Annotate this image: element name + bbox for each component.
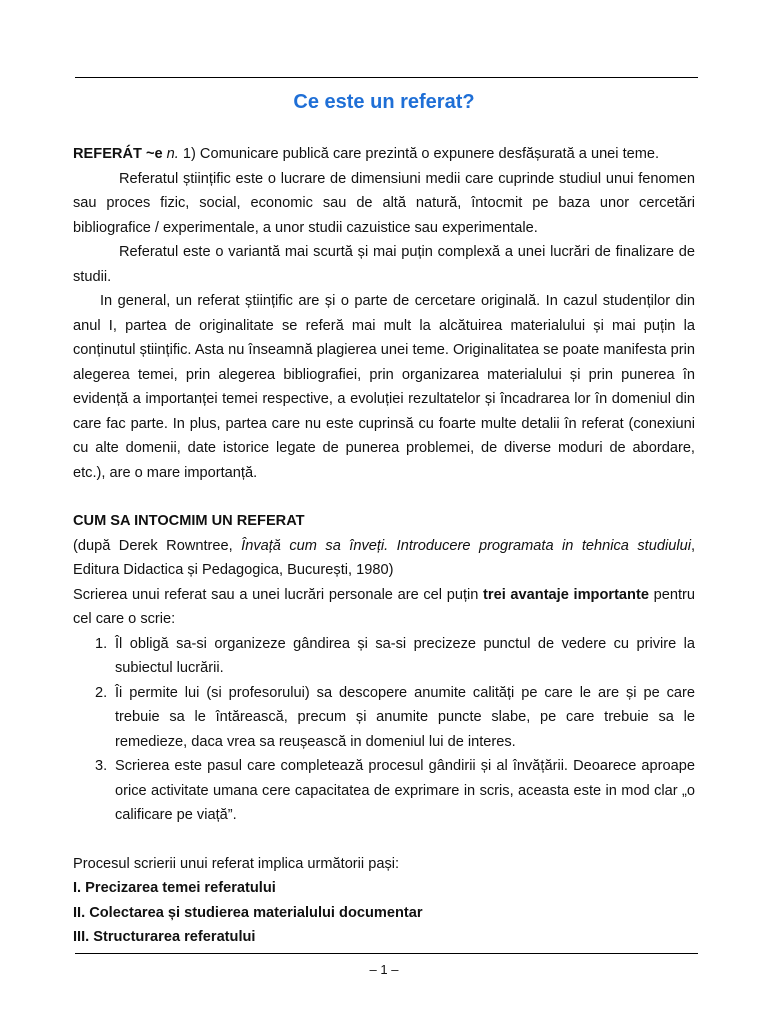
paragraph-2: Referatul este o variantă mai scurtă și mai puțin complexă a unei lucrări de finalizare de studii. bbox=[73, 244, 695, 285]
section-intro bbox=[73, 583, 695, 632]
section-heading: CUM SA INTOCMIM UN REFERAT bbox=[73, 513, 305, 529]
top-rule bbox=[75, 77, 698, 78]
intro-prefix: Scrierea unui referat sau a unei lucrări personale are cel puțin bbox=[73, 586, 484, 603]
list-item bbox=[73, 632, 695, 681]
list-text: Scrierea este pasul care completează procesul gândirii și al învățării. Deoarece aproape orice activitate umana cere capacitatea de exprimare in scris, aceasta este in mod clar „o calificare pe viață”. bbox=[115, 758, 695, 823]
list-number: 2. bbox=[95, 684, 108, 701]
intro-bold: trei avantaje importante bbox=[483, 586, 649, 603]
definition-abbr: n. bbox=[166, 146, 179, 162]
paragraph-1: Referatul științific este o lucrare de dimensiuni medii care cuprinde studiul unui fenomen sau proces fizic, social, economic sau de altă natură, întocmit pe baza unor cercetări bibliografice / experimentale, a unor studii cazuistice sau experimentale. bbox=[73, 170, 695, 236]
page-title: Ce este un referat? bbox=[293, 91, 475, 113]
document-body bbox=[73, 142, 695, 950]
source-prefix: (după Derek Rowntree, bbox=[73, 537, 242, 554]
list-text: Îi permite lui (si profesorului) sa descopere anumite calități pe care le are și pe care trebuie sa le întărească, precum și anumite puncte slabe, pe care trebuie sa le remedieze, daca vrea sa reușească in domeniul lui de interes. bbox=[115, 684, 695, 750]
source-title: Învață cum sa înveți. Introducere programata in tehnica studiului bbox=[241, 537, 691, 554]
list-text: Îl obligă sa-si organizeze gândirea și sa-si precizeze punctul de vedere cu privire la subiectul lucrării. bbox=[115, 635, 695, 676]
process-intro: Procesul scrierii unui referat implica următorii pași: bbox=[73, 855, 400, 872]
intro-suffix: pentru cel care o scrie: bbox=[73, 586, 695, 627]
bottom-rule bbox=[75, 953, 698, 954]
process-step-2: II. Colectarea și studierea materialului documentar bbox=[73, 904, 423, 921]
definition-paragraph bbox=[73, 142, 695, 167]
advantages-list bbox=[73, 632, 695, 828]
source-citation bbox=[73, 534, 695, 583]
definition-text: 1) Comunicare publică care prezintă o expunere desfășurată a unei teme. bbox=[178, 146, 660, 162]
source-suffix: , Editura Didactica și Pedagogica, București, 1980) bbox=[73, 537, 695, 578]
list-item bbox=[73, 754, 695, 828]
page-number: – 1 – bbox=[369, 962, 399, 977]
paragraph-3: In general, un referat științific are și o parte de cercetare originală. In cazul studenților din anul I, partea de originalitate se referă mai mult la alcătuirea materialului și mai puțin la conținutul științific. Asta nu înseamnă plagierea unei teme. Originalitatea se poate manifesta prin alegerea temei, prin alegerea bibliografiei, prin organizarea materialului și prin punerea în evidență a importanței temei respective, a evoluției rezultatelor și încadrarea lor în domeniul din care fac parte. In plus, partea care nu este cuprinsă cu foarte multe detalii în referat (conexiuni cu alte domenii, date istorice legate de punerea problemei, de diverse moduri de abordare, etc.), are o mare importanță. bbox=[73, 293, 695, 481]
process-step-3: III. Structurarea referatului bbox=[73, 929, 256, 945]
list-number: 3. bbox=[95, 758, 108, 774]
definition-term: REFERÁT ~e bbox=[73, 146, 163, 162]
spacer bbox=[73, 828, 695, 852]
spacer bbox=[73, 485, 695, 509]
list-item bbox=[73, 681, 695, 755]
process-step-1: I. Precizarea temei referatului bbox=[73, 880, 276, 896]
list-number: 1. bbox=[95, 635, 108, 652]
